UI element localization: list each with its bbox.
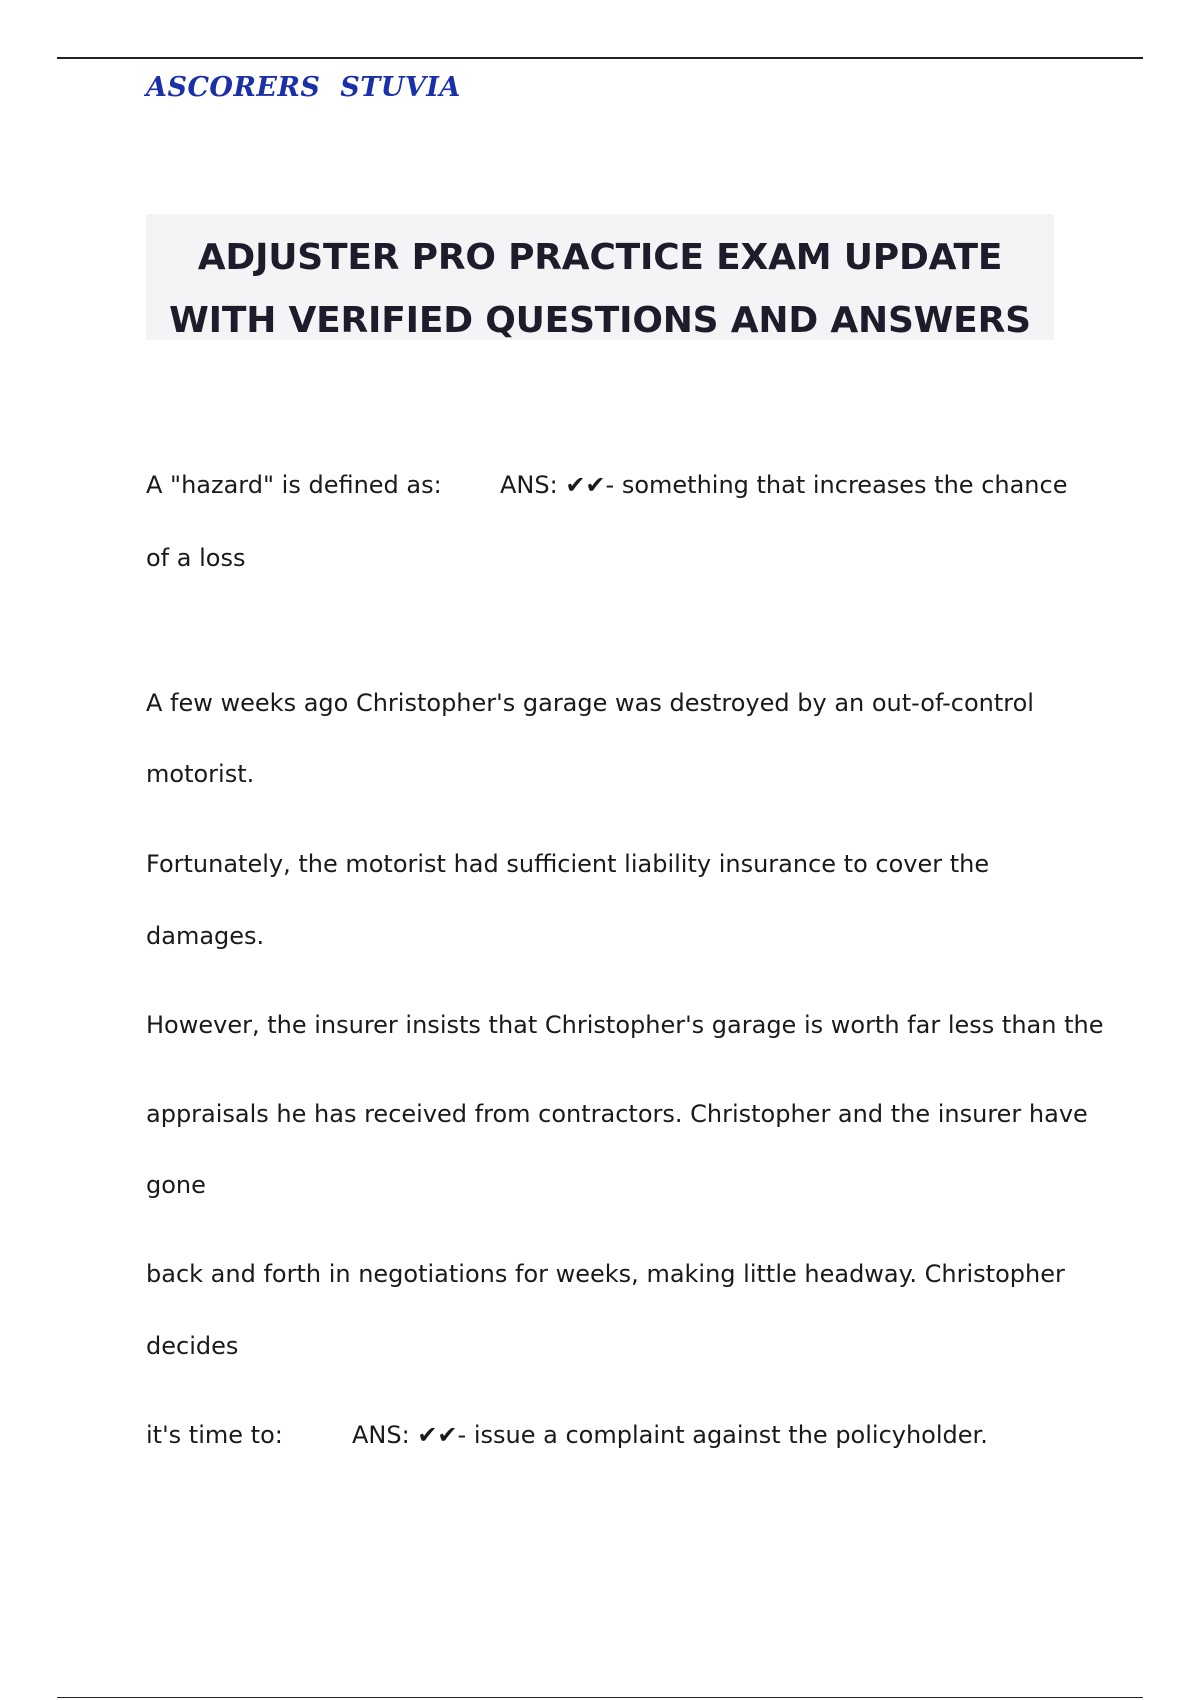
question-2-line-9: decides <box>146 1332 239 1360</box>
question-2-line-3: Fortunately, the motorist had sufficient liability insurance to cover the <box>146 850 990 878</box>
title-line-2: WITH VERIFIED QUESTIONS AND ANSWERS <box>169 300 1031 341</box>
question-1-answer-continuation: of a loss <box>146 544 246 572</box>
question-2-line-10: it's time to: <box>146 1421 283 1449</box>
document-title <box>146 214 1054 340</box>
question-1-answer: ANS: ✔✔- something that increases the chance <box>500 471 1068 499</box>
question-2-line-7: gone <box>146 1171 206 1199</box>
question-2-line-1: A few weeks ago Christopher's garage was destroyed by an out-of-control <box>146 689 1034 717</box>
watermark-text: ASCORERS STUVIA <box>146 72 461 103</box>
question-2-line-5: However, the insurer insists that Christopher's garage is worth far less than the <box>146 1011 1104 1039</box>
bottom-rule <box>57 1697 1143 1698</box>
question-2-line-2: motorist. <box>146 760 255 788</box>
question-2-line-8: back and forth in negotiations for weeks, making little headway. Christopher <box>146 1260 1065 1288</box>
question-1-text: A "hazard" is defined as: <box>146 471 442 499</box>
question-2-answer: ANS: ✔✔- issue a complaint against the policyholder. <box>352 1421 988 1449</box>
question-2-line-6: appraisals he has received from contractors. Christopher and the insurer have <box>146 1100 1088 1128</box>
title-line-1: ADJUSTER PRO PRACTICE EXAM UPDATE <box>197 237 1003 278</box>
question-2-line-4: damages. <box>146 922 265 950</box>
top-rule <box>57 57 1143 59</box>
